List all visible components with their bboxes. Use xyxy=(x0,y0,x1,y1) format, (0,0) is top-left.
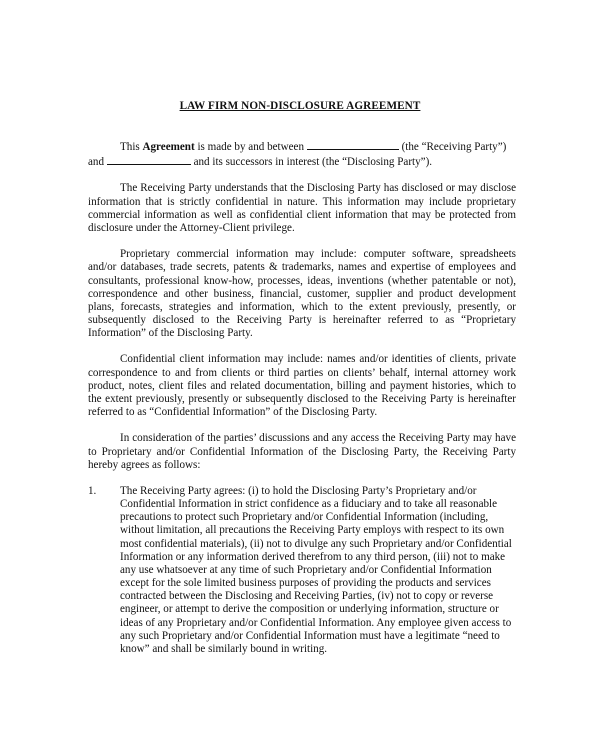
paragraph-understanding: The Receiving Party understands that the Disclosing Party has disclosed or may disclose information that is strictly confidential in nature. This information may include proprietary commercial information as well as confidential client information that may be protected from disclosure under the Attorney-Client privilege. xyxy=(88,182,516,234)
disclosing-party-blank[interactable] xyxy=(107,154,191,165)
document-body xyxy=(88,139,516,656)
intro-mid3: and its successors in interest (the “Disclosing Party”). xyxy=(190,156,433,169)
list-item xyxy=(88,485,516,656)
paragraph-proprietary-info: Proprietary commercial information may include: computer software, spreadsheets and/or databases, trade secrets, patents & trademarks, names and expertise of employees and consultants, professional know-how, processes, ideas, inventions (whether patentable or not), correspondence and other business, financial, customer, supplier and product development plans, forecasts, strategies and information, which to the extent previously, presently, or subsequently disclosed to the Receiving Party is hereinafter referred to as “Proprietary Information” of the Disclosing Party. xyxy=(88,248,516,340)
document-title: LAW FIRM NON-DISCLOSURE AGREEMENT xyxy=(179,100,421,112)
intro-bold-word: Agreement xyxy=(142,141,195,153)
intro-prefix: This xyxy=(120,141,143,153)
intro-mid2: (the “Receiving Party”) and xyxy=(88,141,507,169)
list-item-text: The Receiving Party agrees: (i) to hold the Disclosing Party’s Proprietary and/or Confidential Information in strict confidence as a fiduciary and to take all reasonable precautions to protect such Proprietary and/or Confidential Information (including, without limitation, all precautions the Receiving Party employs with respect to its own most confidential materials), (ii) not to divulge any such Proprietary and/or Confidential Information or any information derived therefrom to any third person, (iii) not to make any use whatsoever at any time of such Proprietary and/or Confidential Information except for the sole limited business purposes of providing the products and services contracted between the Disclosing and Receiving Parties, (iv) not to copy or reverse engineer, or attempt to derive the composition or underlying information, structure or ideas of any Proprietary and/or Confidential Information. Any employee given access to any such Proprietary and/or Confidential Information must have a legitimate “need to know” and shall be similarly bound in writing. xyxy=(120,484,512,655)
receiving-party-blank[interactable] xyxy=(307,139,399,150)
list-item-number: 1. xyxy=(88,484,97,497)
intro-mid1: is made by and between xyxy=(194,141,307,153)
intro-paragraph xyxy=(88,139,516,169)
paragraph-confidential-info: Confidential client information may include: names and/or identities of clients, private correspondence to and from clients or third parties on clients’ behalf, internal attorney work product, notes, client files and related documentation, billing and payment histories, which to the extent previously, presently or subsequently disclosed to the Receiving Party is hereinafter referred to as “Confidential Information” of the Disclosing Party. xyxy=(88,353,516,419)
paragraph-consideration: In consideration of the parties’ discussions and any access the Receiving Party may have to Proprietary and/or Confidential Information of the Disclosing Party, the Receiving Party hereby agrees as follows: xyxy=(88,432,516,471)
